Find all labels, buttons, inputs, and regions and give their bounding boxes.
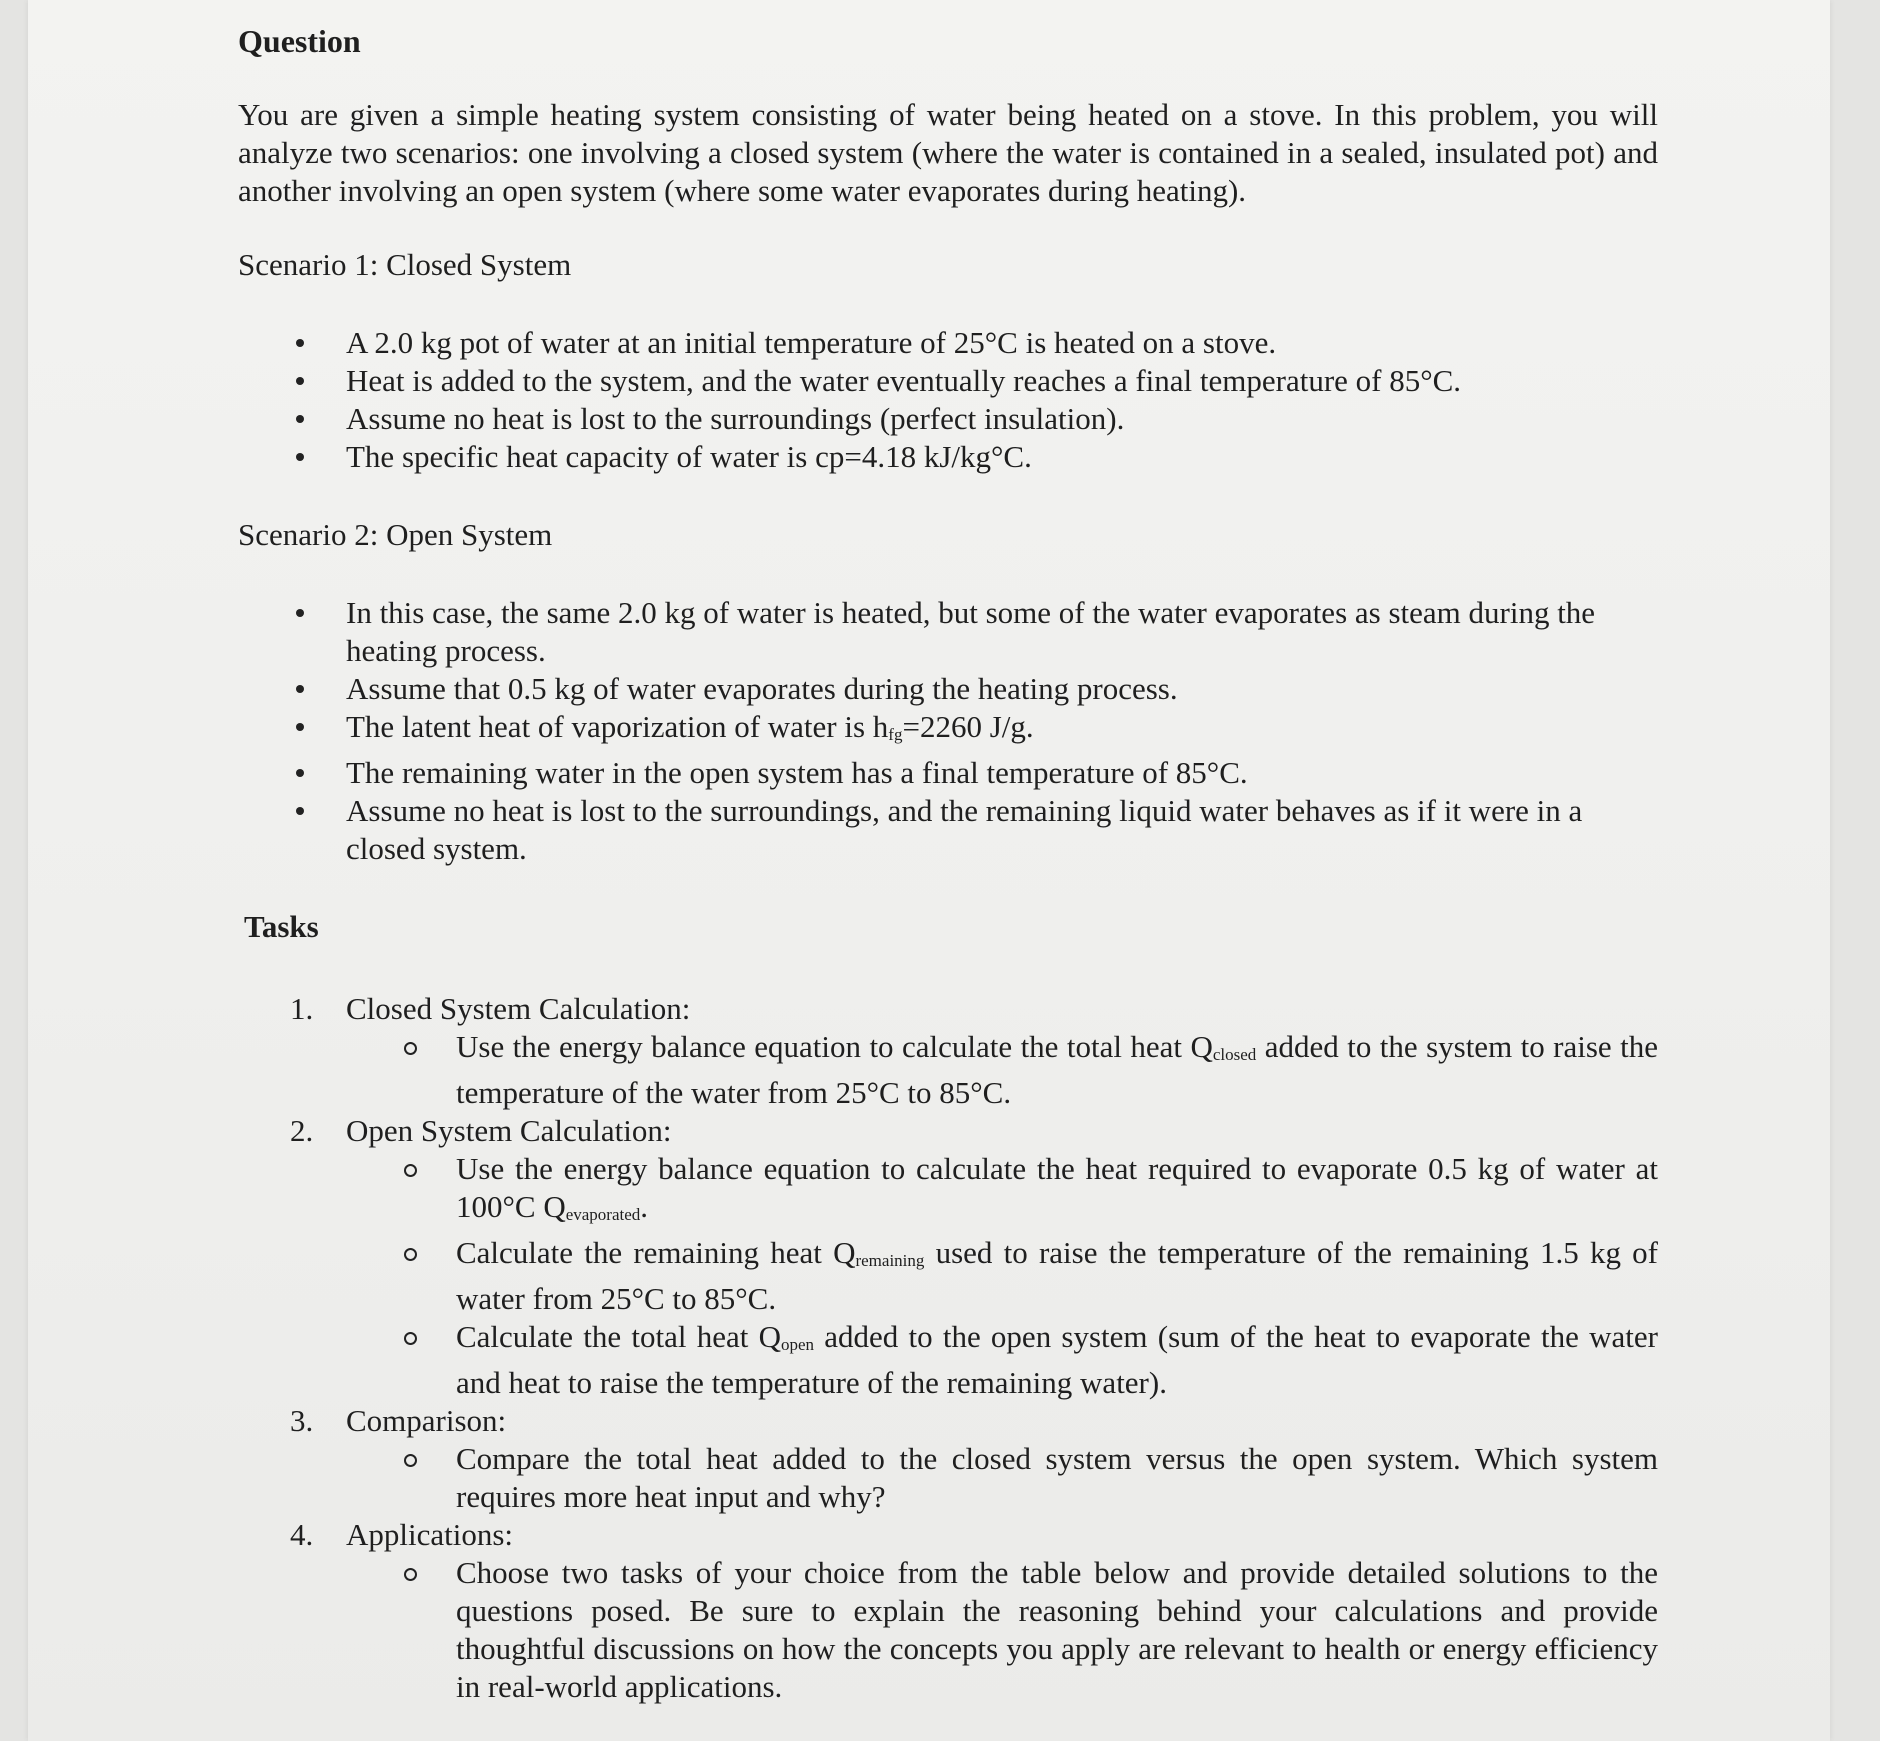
scenario-1-title: Scenario 1: Closed System (238, 247, 572, 283)
circle-bullet-icon (404, 1164, 417, 1177)
list-item: A 2.0 kg pot of water at an initial temperature of 25°C is heated on a stove. (238, 324, 1658, 362)
task-number: 2. (290, 1113, 314, 1149)
circle-bullet-icon (404, 1332, 417, 1345)
tasks-heading: Tasks (244, 909, 319, 945)
list-item: Calculate the total heat $Q_{open}$ added to the open system (sum of the heat to evaporate the water and heat to raise the temperature of the remaining water). (346, 1318, 1658, 1402)
list-item: Assume no heat is lost to the surroundings, and the remaining liquid water behaves as if it were in a closed system. (238, 792, 1658, 868)
bullet-icon (296, 685, 304, 693)
circle-bullet-icon (404, 1042, 417, 1055)
document-page (28, 0, 1830, 1741)
list-item: In this case, the same 2.0 kg of water is heated, but some of the water evaporates as steam during the heating process. (238, 594, 1658, 670)
task-subitems (346, 1028, 1658, 1112)
task-title: Closed System Calculation: (346, 991, 691, 1027)
task-title: Comparison: (346, 1403, 507, 1439)
bullet-icon (296, 377, 304, 385)
bullet-icon (296, 723, 304, 731)
task-item (238, 990, 1658, 1112)
task-title: Applications: (346, 1517, 514, 1553)
scenario-1-list (238, 324, 1658, 476)
bullet-icon (296, 453, 304, 461)
list-item: The latent heat of vaporization of water is $h_{fg}=2260$ J/g. (238, 708, 1658, 754)
task-title: Open System Calculation: (346, 1113, 672, 1149)
scenario-2-title: Scenario 2: Open System (238, 517, 553, 553)
task-subitems (346, 1554, 1658, 1706)
list-item: Use the energy balance equation to calculate the heat required to evaporate 0.5 kg of water at 100°C $Q_{evaporated}$. (346, 1150, 1658, 1234)
scenario-2-list (238, 594, 1658, 868)
bullet-icon (296, 807, 304, 815)
list-item: Assume no heat is lost to the surroundings (perfect insulation). (238, 400, 1658, 438)
list-item: The remaining water in the open system has a final temperature of 85°C. (238, 754, 1658, 792)
list-item: Compare the total heat added to the closed system versus the open system. Which system requires more heat input and why? (346, 1440, 1658, 1516)
task-subitems (346, 1440, 1658, 1516)
list-item: Use the energy balance equation to calculate the total heat $Q_{closed}$ added to the system to raise the temperature of the water from 25°C to 85°C. (346, 1028, 1658, 1112)
list-item: Heat is added to the system, and the water eventually reaches a final temperature of 85°C. (238, 362, 1658, 400)
document-content (238, 22, 1658, 1706)
circle-bullet-icon (404, 1248, 417, 1261)
circle-bullet-icon (404, 1454, 417, 1467)
bullet-icon (296, 769, 304, 777)
list-item: Choose two tasks of your choice from the table below and provide detailed solutions to the questions posed. Be sure to explain the reasoning behind your calculations and provide thoughtful discussions on how the concepts you apply are relevant to health or energy efficiency in real-world applications. (346, 1554, 1658, 1706)
list-item: Assume that 0.5 kg of water evaporates during the heating process. (238, 670, 1658, 708)
tasks-list (238, 990, 1658, 1706)
bullet-icon (296, 339, 304, 347)
task-item (238, 1516, 1658, 1706)
task-item (238, 1112, 1658, 1402)
task-item (238, 1402, 1658, 1516)
task-number: 4. (290, 1517, 314, 1553)
circle-bullet-icon (404, 1568, 417, 1581)
bullet-icon (296, 415, 304, 423)
task-number: 1. (290, 991, 314, 1027)
intro-paragraph: You are given a simple heating system consisting of water being heated on a stove. In this problem, you will analyze two scenarios: one involving a closed system (where the water is contained in a sealed, insulated pot) and another involving an open system (where some water evaporates during heating). (238, 97, 1658, 209)
list-item: Calculate the remaining heat $Q_{remaining}$ used to raise the temperature of the remaining 1.5 kg of water from 25°C to 85°C. (346, 1234, 1658, 1318)
question-heading: Question (238, 23, 361, 59)
bullet-icon (296, 609, 304, 617)
task-subitems (346, 1150, 1658, 1402)
task-number: 3. (290, 1403, 314, 1439)
list-item: The specific heat capacity of water is cp=4.18 kJ/kg°C. (238, 438, 1658, 476)
